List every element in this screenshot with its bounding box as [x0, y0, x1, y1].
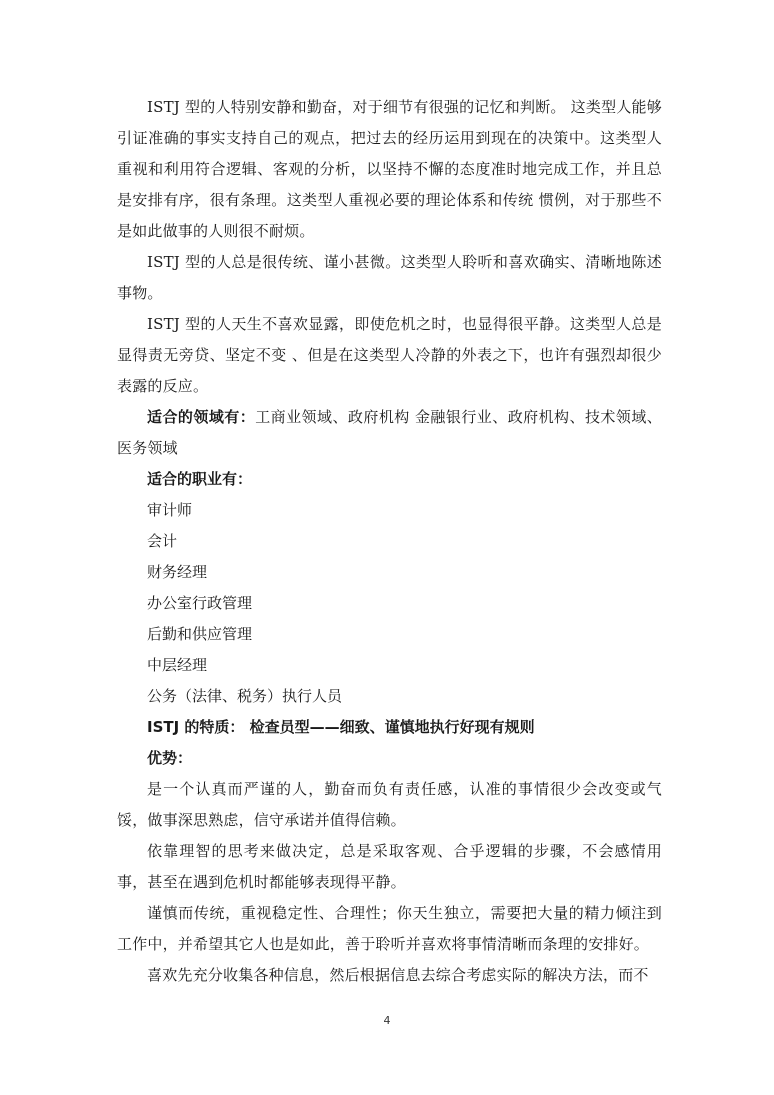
advantages-heading: 优势：	[147, 749, 193, 767]
advantage-paragraph-1: 是一个认真而严谨的人，勤奋而负有责任感，认准的事情很少会改变或气馁，做事深思熟虑，信守承诺并值得信赖。	[117, 780, 662, 829]
fields-text: 工商业领域、政府机构 金融银行业、政府机构、技术领域、医务领域	[117, 408, 662, 457]
career-item: 会计	[147, 532, 178, 550]
document-body	[117, 92, 662, 991]
career-item: 公务（法律、税务）执行人员	[147, 687, 343, 705]
advantage-paragraph-2: 依靠理智的思考来做决定，总是采取客观、合乎逻辑的步骤，不会感情用事，甚至在遇到危机时都能够表现得平静。	[117, 842, 662, 891]
advantage-paragraph-4: 喜欢先充分收集各种信息，然后根据信息去综合考虑实际的解决方法，而不	[147, 966, 649, 984]
fields-paragraph	[117, 402, 662, 464]
fields-label: 适合的领域有：	[147, 408, 256, 426]
advantage-paragraph-3: 谨慎而传统，重视稳定性、合理性；你天生独立，需要把大量的精力倾注到工作中，并希望其它人也是如此，善于聆听并喜欢将事情清晰而条理的安排好。	[117, 904, 662, 953]
career-item: 办公室行政管理	[147, 594, 253, 612]
career-item: 财务经理	[147, 563, 208, 581]
intro-paragraph-2: ISTJ 型的人总是很传统、谨小甚微。这类型人聆听和喜欢确实、清晰地陈述事物。	[117, 253, 662, 302]
intro-paragraph-3: ISTJ 型的人天生不喜欢显露，即使危机之时，也显得很平静。这类型人总是显得责无旁贷、坚定不变 、但是在这类型人冷静的外表之下，也许有强烈却很少表露的反应。	[117, 315, 662, 395]
career-item: 中层经理	[147, 656, 208, 674]
intro-paragraph-1: ISTJ 型的人特别安静和勤奋，对于细节有很强的记忆和判断。 这类型人能够引证准确的事实支持自己的观点，把过去的经历运用到现在的决策中。这类型人重视和利用符合逻辑、客观的分析，以坚持不懈的态度准时地完成工作，并且总是安排有序，很有条理。这类型人重视必要的理论体系和传统 惯例，对于那些不是如此做事的人则很不耐烦。	[117, 98, 662, 240]
traits-heading: ISTJ 的特质： 检查员型——细致、谨慎地执行好现有规则	[147, 718, 535, 736]
careers-heading: 适合的职业有：	[147, 470, 253, 488]
career-item: 审计师	[147, 501, 193, 519]
page-number: 4	[383, 1014, 391, 1027]
career-item: 后勤和供应管理	[147, 625, 253, 643]
